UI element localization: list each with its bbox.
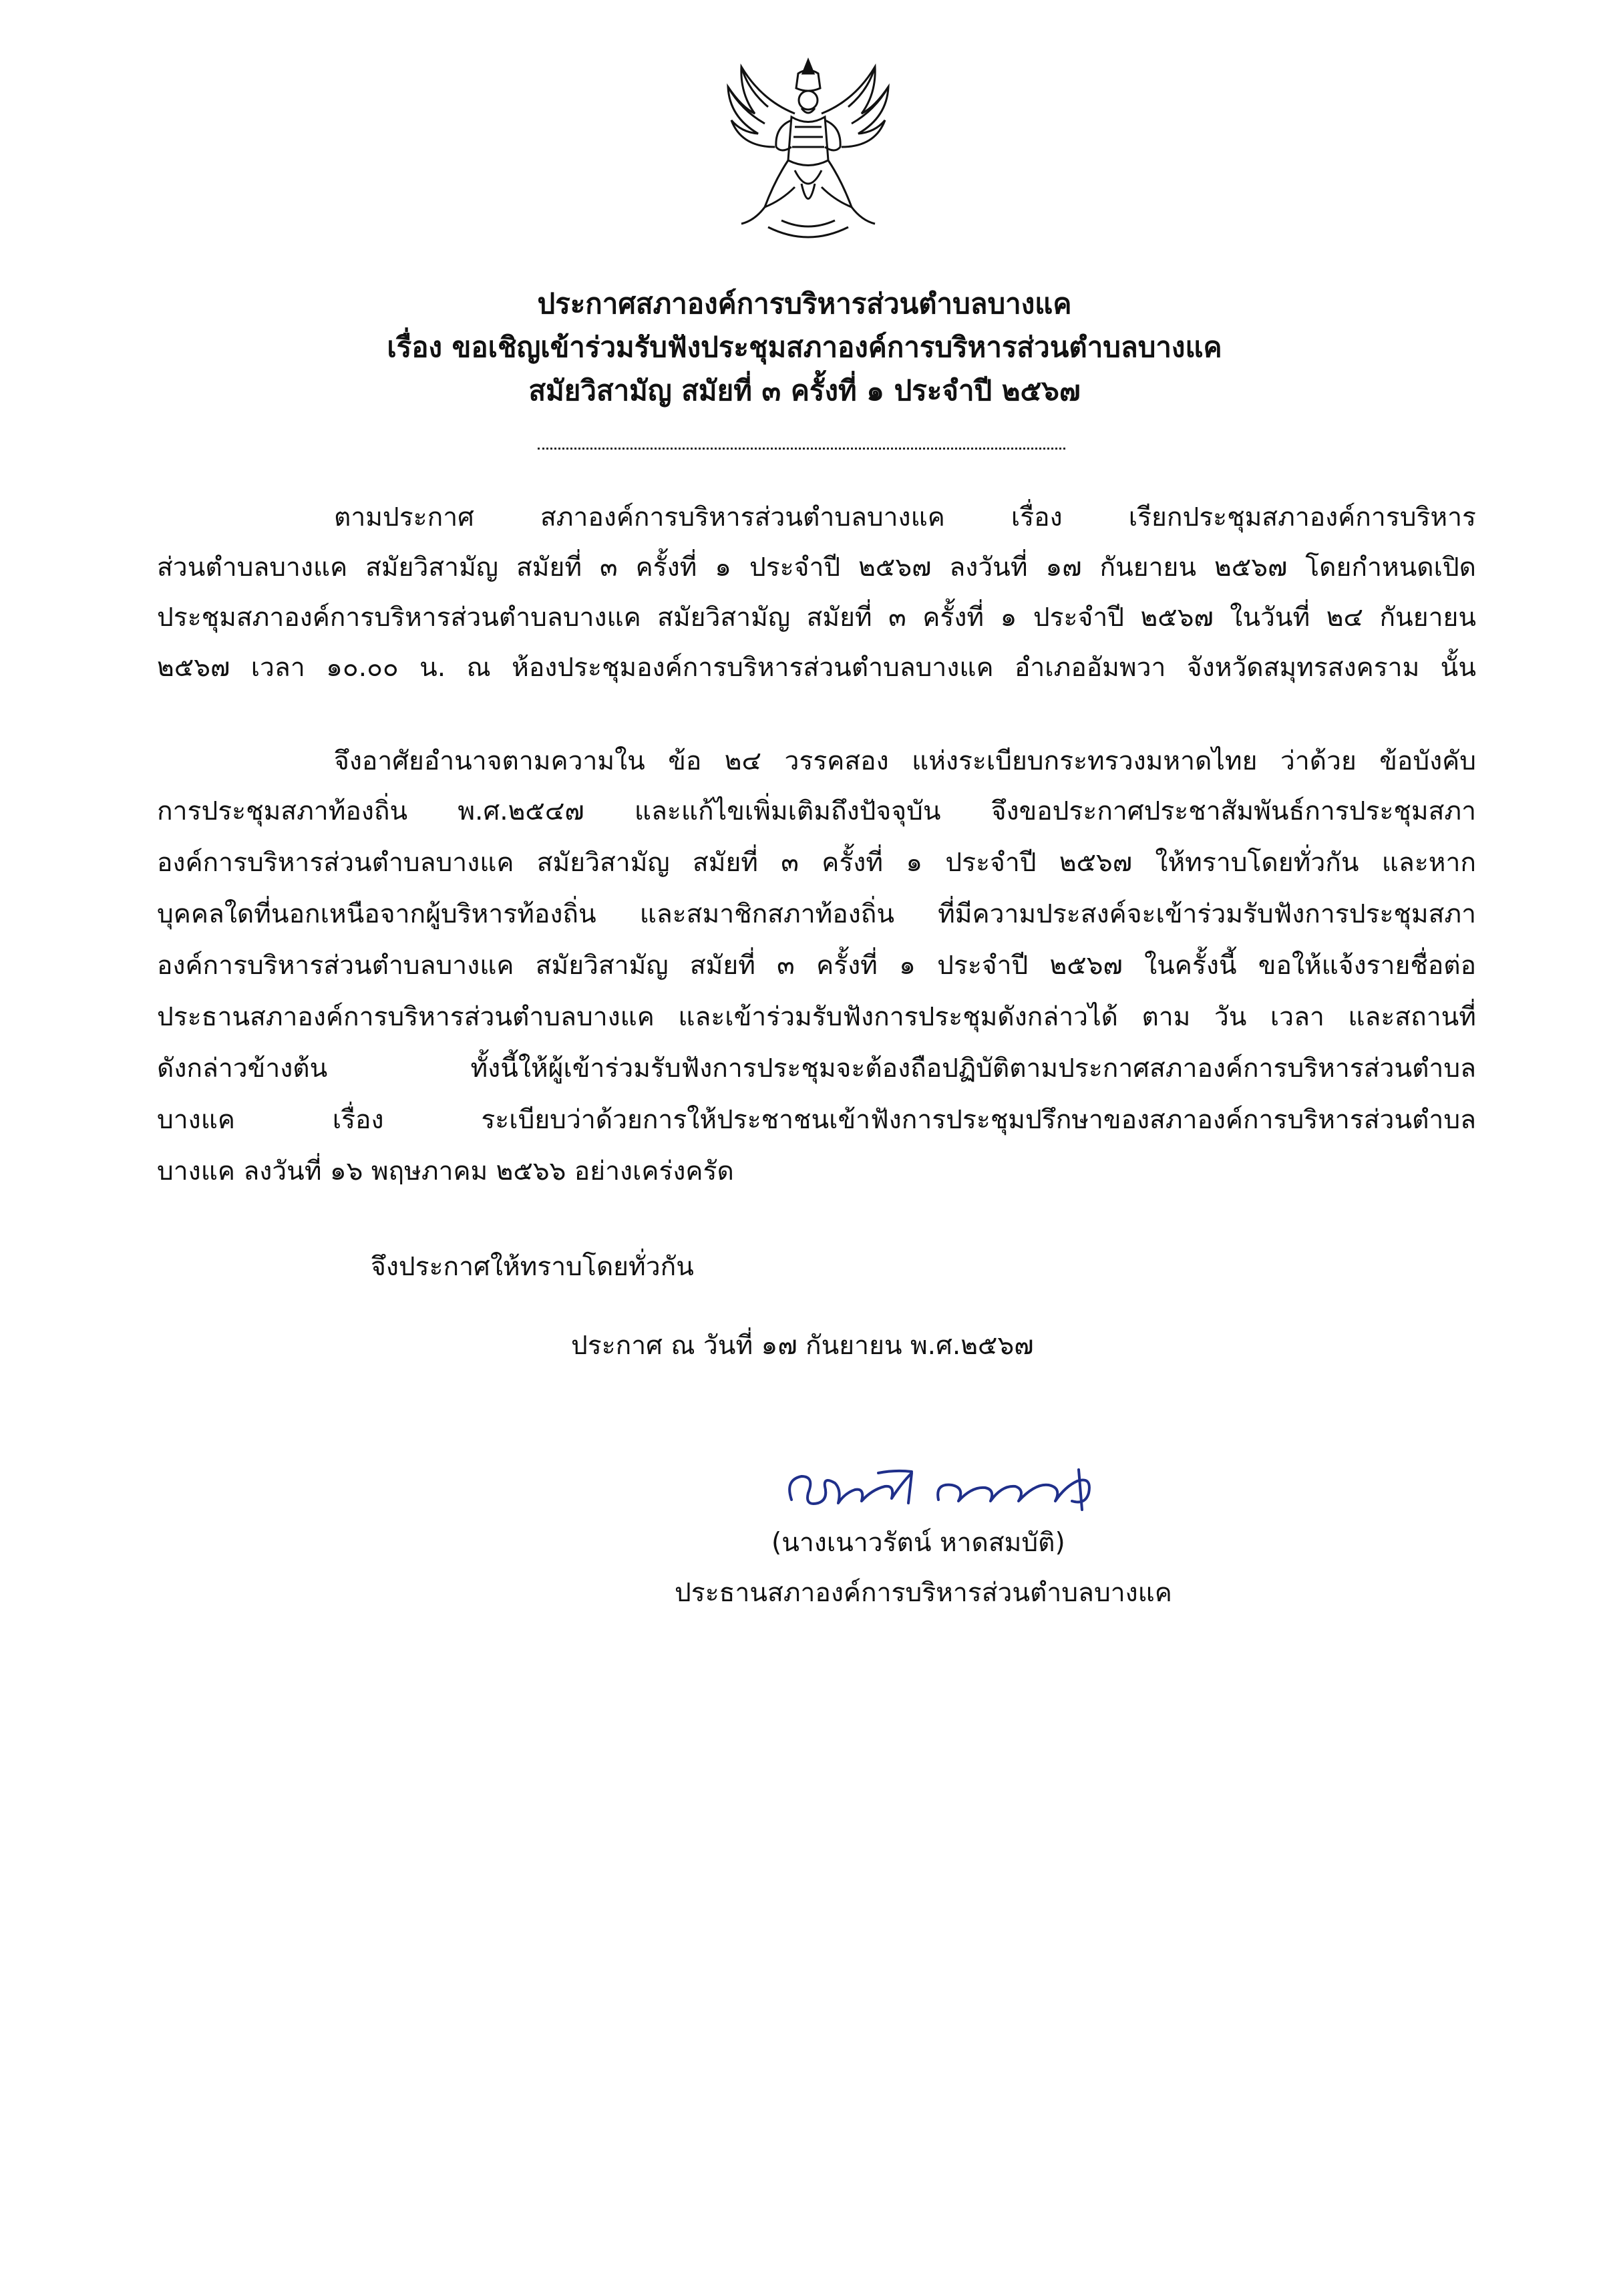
paragraph-2-line: การประชุมสภาท้องถิ่น พ.ศ.๒๕๔๗ และแก้ไขเพิ่มเติมถึงปัจจุบัน จึงขอประกาศประชาสัมพันธ์การประชุมสภา (157, 796, 1476, 826)
closing-statement: จึงประกาศให้ทราบโดยทั่วกัน (371, 1252, 694, 1282)
paragraph-1-line: ประชุมสภาองค์การบริหารส่วนตำบลบางแค สมัยวิสามัญ สมัยที่ ๓ ครั้งที่ ๑ ประจำปี ๒๕๖๗ ในวันที่ ๒๔ กันยายน (157, 603, 1476, 633)
paragraph-2-line: ดังกล่าวข้างต้น ทั้งนี้ให้ผู้เข้าร่วมรับฟังการประชุมจะต้องถือปฏิบัติตามประกาศสภาองค์การบริหารส่วนตำบล (157, 1053, 1476, 1084)
paragraph-2-line: จึงอาศัยอำนาจตามความใน ข้อ ๒๔ วรรคสอง แห่งระเบียบกระทรวงมหาดไทย ว่าด้วย ข้อบังคับ (334, 746, 1476, 776)
dotted-separator (538, 448, 1065, 450)
paragraph-2-line: องค์การบริหารส่วนตำบลบางแค สมัยวิสามัญ สมัยที่ ๓ ครั้งที่ ๑ ประจำปี ๒๕๖๗ ในครั้งนี้ ขอให้แจ้งรายชื่อต่อ (157, 951, 1476, 981)
paragraph-1-line: ตามประกาศ สภาองค์การบริหารส่วนตำบลบางแค เรื่อง เรียกประชุมสภาองค์การบริหาร (334, 502, 1476, 532)
session-line: สมัยวิสามัญ สมัยที่ ๓ ครั้งที่ ๑ ประจำปี ๒๕๖๗ (528, 374, 1081, 407)
paragraph-1-line: ส่วนตำบลบางแค สมัยวิสามัญ สมัยที่ ๓ ครั้งที่ ๑ ประจำปี ๒๕๖๗ ลงวันที่ ๑๗ กันยายน ๒๕๖๗ โดยกำหนดเปิด (157, 552, 1476, 583)
paragraph-2-line: ประธานสภาองค์การบริหารส่วนตำบลบางแค และเข้าร่วมรับฟังการประชุมดังกล่าวได้ ตาม วัน เวลา และสถานที่ (157, 1002, 1476, 1032)
paragraph-2-line: บางแค ลงวันที่ ๑๖ พฤษภาคม ๒๕๖๖ อย่างเคร่งครัด (157, 1156, 734, 1186)
garuda-emblem-icon (701, 53, 915, 254)
announcement-date: ประกาศ ณ วันที่ ๑๗ กันยายน พ.ศ.๒๕๖๗ (571, 1331, 1034, 1361)
paragraph-2-line: บุคคลใดที่นอกเหนือจากผู้บริหารท้องถิ่น และสมาชิกสภาท้องถิ่น ที่มีความประสงค์จะเข้าร่วมรับฟังการประชุมสภา (157, 899, 1476, 929)
paragraph-2-line: บางแค เรื่อง ระเบียบว่าด้วยการให้ประชาชนเข้าฟังการประชุมปรึกษาของสภาองค์การบริหารส่วนตำบล (157, 1105, 1476, 1135)
signer-name: (นางเนาวรัตน์ หาดสมบัติ) (771, 1528, 1065, 1558)
paragraph-2-line: องค์การบริหารส่วนตำบลบางแค สมัยวิสามัญ สมัยที่ ๓ ครั้งที่ ๑ ประจำปี ๒๕๖๗ ให้ทราบโดยทั่วกัน และหาก (157, 848, 1476, 878)
announcement-subject: เรื่อง ขอเชิญเข้าร่วมรับฟังประชุมสภาองค์การบริหารส่วนตำบลบางแค (387, 331, 1222, 363)
announcement-title: ประกาศสภาองค์การบริหารส่วนตำบลบางแค (537, 287, 1072, 320)
paragraph-1-line: ๒๕๖๗ เวลา ๑๐.๐๐ น. ณ ห้องประชุมองค์การบริหารส่วนตำบลบางแค อำเภออัมพวา จังหวัดสมุทรสงคราม นั้น (157, 653, 1476, 683)
signer-position: ประธานสภาองค์การบริหารส่วนตำบลบางแค (675, 1578, 1172, 1608)
handwritten-signature (778, 1453, 1112, 1526)
